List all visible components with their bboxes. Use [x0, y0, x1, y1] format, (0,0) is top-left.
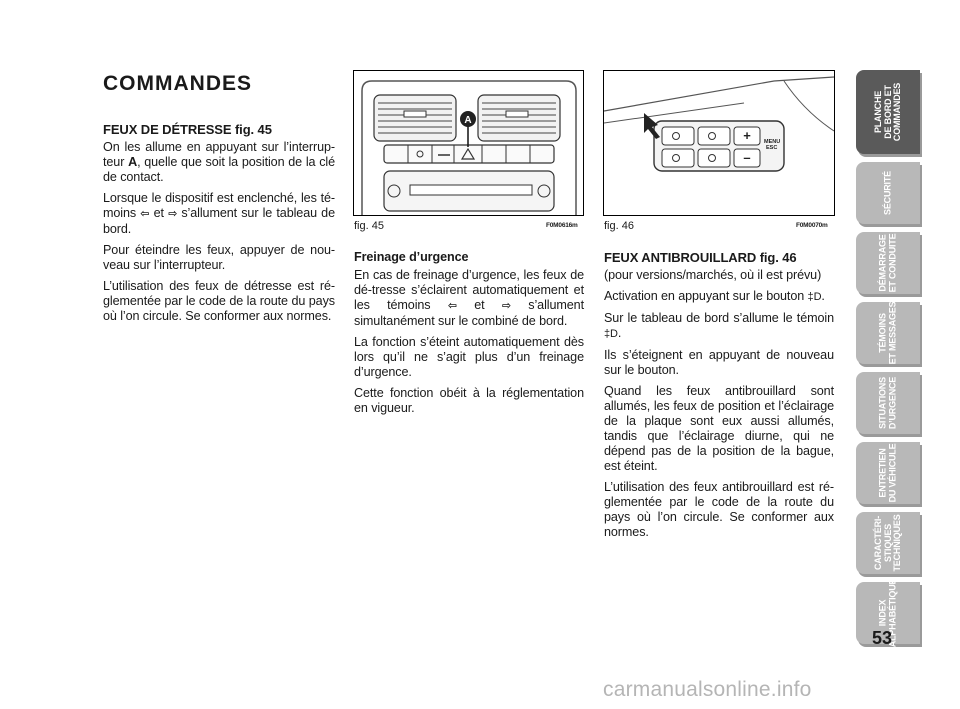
fog-light-icon: ‡D [807, 291, 822, 303]
tab-index[interactable]: INDEX ALPHABÉTIQUE [856, 582, 920, 644]
figure-marker-a: A [464, 115, 472, 126]
hazard-heading: FEUX DE DÉTRESSE fig. 45 [103, 122, 272, 137]
figure-46-fog-light-switch [603, 70, 835, 216]
fog-paragraph-3: Ils s’éteignent en appuyant de nouveau sur le bouton. [604, 348, 834, 377]
tab-caracteristiques[interactable]: CARACTÉRI- STIQUES TECHNIQUES [856, 512, 920, 574]
fog-paragraph-2: Sur le tableau de bord s’allume le témoin ‡D. [604, 311, 834, 340]
figure-46-code: F0M0070m [796, 222, 828, 229]
tab-temoins[interactable]: TÉMOINS ET MESSAGES [856, 302, 920, 364]
tab-entretien[interactable]: ENTRETIEN DU VÉHICULE [856, 442, 920, 504]
figure-45-dashboard-vents [353, 70, 584, 216]
hazard-paragraph-1: On les allume en appuyant sur l’interrup-teur A, quelle que soit la position de la clé de contact. [103, 140, 335, 184]
column-middle [354, 250, 584, 422]
fog-lights-heading: FEUX ANTIBROUILLARD fig. 46 [604, 250, 797, 265]
left-arrow-icon: ⇦ [140, 208, 150, 220]
svg-text:ESC: ESC [766, 145, 778, 151]
emergency-paragraph-2: La fonction s’éteint automatiquement dès lors qu’il ne s’agit plus d’un freinage d’urgence. [354, 335, 584, 379]
emergency-braking-heading: Freinage d’urgence [354, 250, 469, 264]
svg-text:MENU: MENU [764, 139, 781, 145]
figure-45-code: F0M0616m [546, 222, 578, 229]
tab-situations-urgence[interactable]: SITUATIONS D’URGENCE [856, 372, 920, 434]
fog-paragraph-4: Quand les feux antibrouillard sont allumés, les feux de position et l’éclairage de la plaque sont eux aussi allumés, tandis que l’éclairage diurne, qui ne dépend pas de la position de la bague, est éteint. [604, 384, 834, 473]
right-arrow-icon: ⇨ [168, 208, 178, 220]
fog-subheading: (pour versions/marchés, où il est prévu) [604, 268, 822, 282]
plus-label: + [743, 128, 751, 143]
section-title: COMMANDES [103, 72, 252, 95]
right-arrow-icon: ⇨ [501, 300, 511, 312]
column-left [103, 72, 335, 330]
tab-planche-de-bord[interactable]: PLANCHE DE BORD ET COMMANDES [856, 70, 920, 154]
figure-46-caption: fig. 46 [604, 220, 634, 232]
hazard-paragraph-2: Lorsque le dispositif est enclenché, les té-moins ⇦ et ⇨ s’allument sur le tableau de bord. [103, 191, 335, 236]
hazard-paragraph-4: L’utilisation des feux de détresse est ré-glementée par le code de la route du pays où l’on circule. Se conformer aux normes. [103, 279, 335, 323]
fog-switch-illustration [604, 71, 834, 215]
column-right [604, 250, 834, 546]
page-number: 53 [872, 628, 893, 648]
fog-paragraph-1: Activation en appuyant sur le bouton ‡D. [604, 289, 825, 303]
figure-45-caption: fig. 45 [354, 220, 384, 232]
emergency-paragraph-1: En cas de freinage d’urgence, les feux de dé-tresse s’éclairent automatiquement et les témoins ⇦ et ⇨ s’allument simultanément sur le combiné de bord. [354, 268, 584, 328]
chapter-tabs [856, 70, 920, 652]
left-arrow-icon: ⇦ [447, 300, 457, 312]
watermark: carmanualsonline.info [603, 678, 812, 701]
hazard-paragraph-3: Pour éteindre les feux, appuyer de nou-veau sur l’interrupteur. [103, 243, 335, 272]
dashboard-vents-illustration [354, 71, 583, 215]
fog-light-icon: ‡D [604, 328, 618, 340]
tab-demarrage[interactable]: DÉMARRAGE ET CONDUITE [856, 232, 920, 294]
emergency-paragraph-3: Cette fonction obéit à la réglementation en vigueur. [354, 386, 584, 415]
tab-securite[interactable]: SÉCURITÉ [856, 162, 920, 224]
fog-paragraph-5: L’utilisation des feux antibrouillard est ré-glementée par le code de la route du pays où l’on circule. Se conformer aux normes. [604, 480, 834, 539]
minus-label: – [743, 150, 751, 165]
